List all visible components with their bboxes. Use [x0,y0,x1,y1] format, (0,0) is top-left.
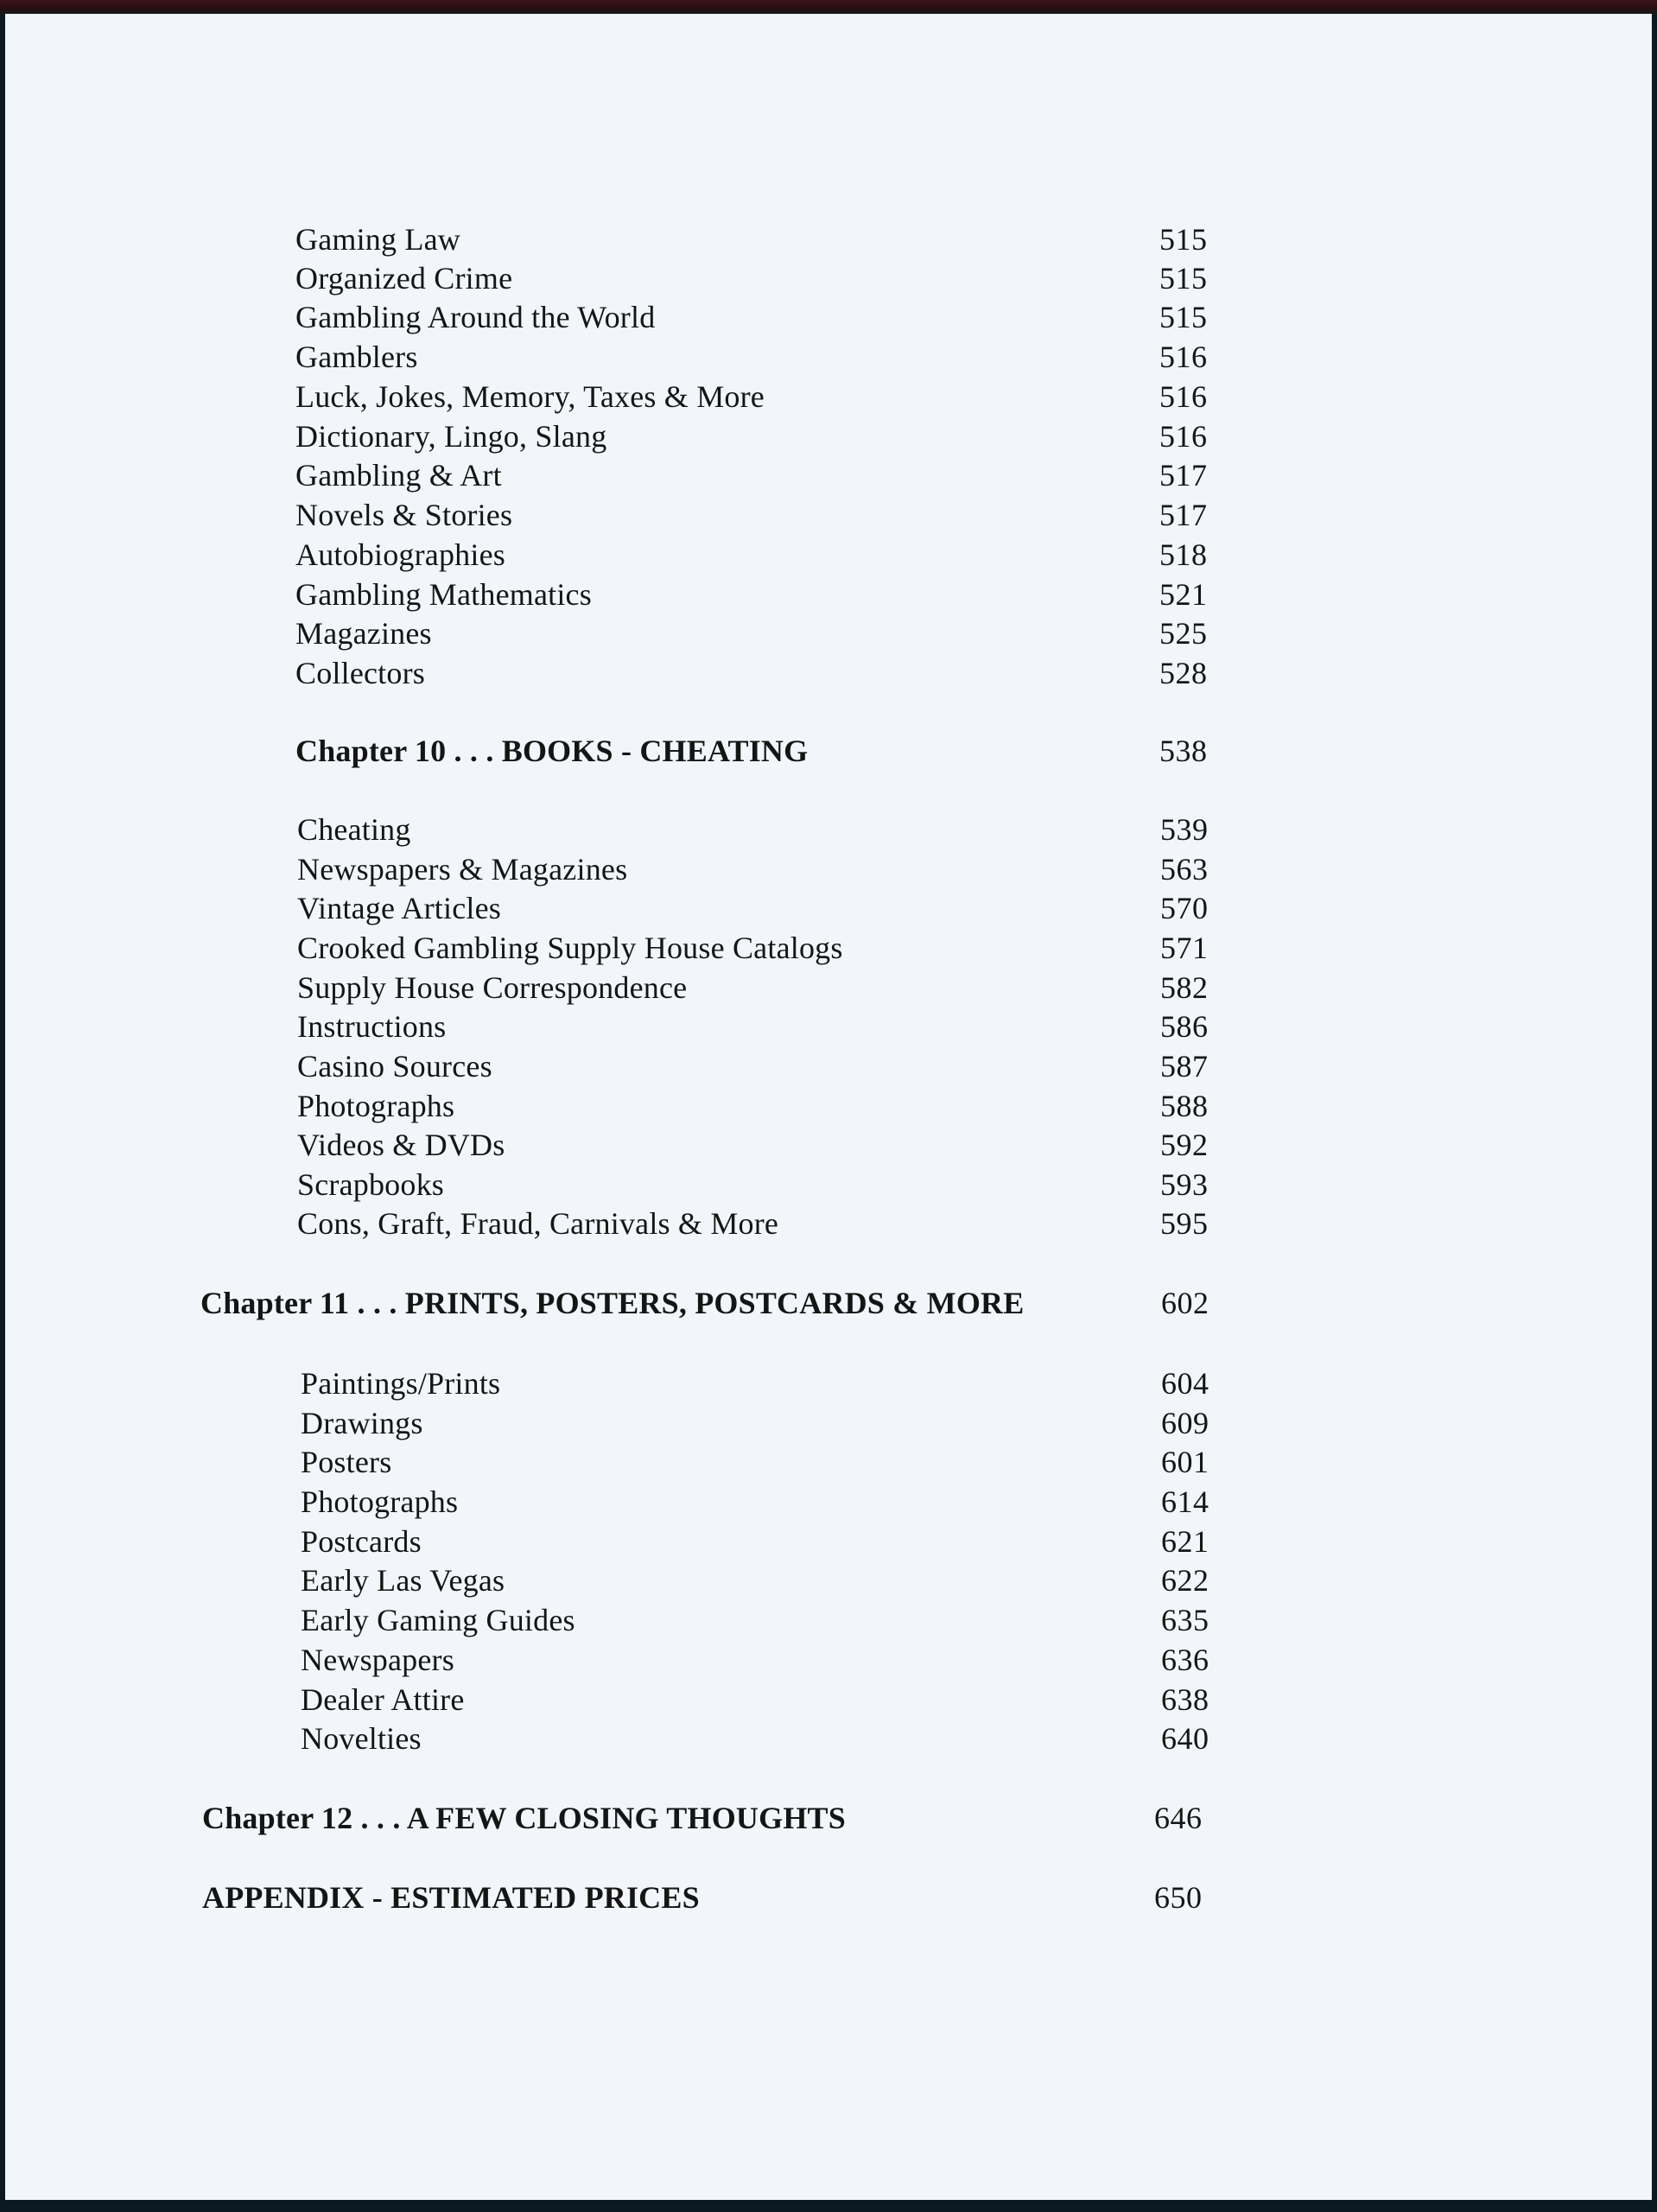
toc-entry-page: 586 [1160,1009,1209,1044]
toc-entry[interactable] [5,968,1652,1011]
toc-entry-page: 571 [1160,931,1209,965]
toc-entry-title: Organized Crime [295,261,513,296]
toc-entry-page: 592 [1160,1128,1209,1162]
toc-entry-page: 539 [1160,812,1209,847]
toc-entry-page: 570 [1160,891,1209,925]
toc-chapter-11[interactable] [5,1283,1652,1326]
toc-entry-title: Early Las Vegas [301,1563,505,1598]
toc-entry-page: 528 [1159,656,1208,690]
toc-entry-title: Gaming Law [295,222,460,257]
toc-entry[interactable] [5,888,1652,931]
toc-entry-page: 563 [1160,852,1209,887]
toc-entry-page: 517 [1159,498,1208,532]
toc-entry[interactable] [5,928,1652,971]
toc-entry-title: Cons, Graft, Fraud, Carnivals & More [297,1206,779,1241]
toc-entry[interactable] [5,1482,1652,1525]
toc-entry-title: Novels & Stories [295,498,513,532]
toc-entry-title: Crooked Gambling Supply House Catalogs [297,931,843,965]
toc-entry-page: 595 [1160,1206,1209,1241]
toc-entry[interactable] [5,1640,1652,1683]
toc-entry-page: 515 [1159,300,1208,334]
toc-entry[interactable] [5,1442,1652,1485]
toc-entry-page: 640 [1161,1721,1209,1756]
appendix-title: APPENDIX - ESTIMATED PRICES [202,1880,700,1915]
toc-entry-page: 516 [1159,379,1208,414]
toc-entry[interactable] [5,1680,1652,1723]
toc-entry-title: Autobiographies [295,537,505,572]
toc-entry-page: 614 [1161,1484,1209,1519]
toc-entry-title: Instructions [297,1009,447,1044]
toc-entry[interactable] [5,337,1652,380]
chapter-page: 602 [1161,1286,1209,1320]
toc-entry-title: Magazines [295,616,432,651]
chapter-page: 646 [1154,1801,1203,1835]
toc-entry-title: Gambling & Art [295,458,502,493]
toc-entry[interactable] [5,1204,1652,1247]
toc-entry[interactable] [5,1165,1652,1208]
toc-entry-title: Casino Sources [297,1049,492,1084]
toc-entry[interactable] [5,416,1652,460]
toc-page [5,14,1652,2200]
toc-entry[interactable] [5,613,1652,657]
toc-entry-page: 515 [1159,261,1208,296]
toc-entry[interactable] [5,1086,1652,1129]
toc-entry[interactable] [5,1046,1652,1090]
toc-entry[interactable] [5,1560,1652,1604]
toc-entry-title: Novelties [301,1721,422,1756]
toc-chapter-12[interactable] [5,1798,1652,1841]
toc-entry-title: Cheating [297,812,411,847]
toc-entry-title: Newspapers & Magazines [297,852,628,887]
toc-entry[interactable] [5,653,1652,696]
toc-entry[interactable] [5,495,1652,538]
toc-entry-title: Gambling Mathematics [295,577,592,612]
toc-entry[interactable] [5,219,1652,263]
toc-entry-title: Vintage Articles [297,891,501,925]
toc-entry-title: Paintings/Prints [301,1366,501,1401]
toc-entry-page: 525 [1159,616,1208,651]
toc-entry-page: 621 [1161,1524,1209,1559]
toc-entry-page: 516 [1159,419,1208,454]
toc-entry-page: 515 [1159,222,1208,257]
toc-entry[interactable] [5,1403,1652,1446]
toc-entry[interactable] [5,1007,1652,1050]
toc-entry[interactable] [5,849,1652,893]
toc-entry-page: 516 [1159,340,1208,374]
toc-entry-page: 517 [1159,458,1208,493]
toc-entry[interactable] [5,810,1652,853]
toc-entry-page: 604 [1161,1366,1209,1401]
toc-entry[interactable] [5,1719,1652,1762]
toc-entry-title: Dictionary, Lingo, Slang [295,419,607,454]
toc-entry-page: 521 [1159,577,1208,612]
toc-entry-title: Luck, Jokes, Memory, Taxes & More [295,379,765,414]
toc-entry-title: Posters [301,1445,392,1479]
toc-entry-title: Drawings [301,1406,423,1440]
toc-entry[interactable] [5,1522,1652,1565]
toc-entry-title: Newspapers [301,1643,454,1677]
toc-entry-title: Photographs [301,1484,459,1519]
chapter-page: 538 [1159,734,1208,768]
toc-entry-page: 609 [1161,1406,1209,1440]
toc-entry-page: 638 [1161,1682,1209,1717]
toc-appendix[interactable] [5,1878,1652,1921]
toc-entry-page: 622 [1161,1563,1209,1598]
toc-entry-page: 518 [1159,537,1208,572]
toc-entry-title: Videos & DVDs [297,1128,505,1162]
toc-entry[interactable] [5,1363,1652,1407]
toc-entry-title: Photographs [297,1089,455,1123]
toc-entry-page: 588 [1160,1089,1209,1123]
toc-entry[interactable] [5,258,1652,302]
chapter-title: Chapter 10 . . . BOOKS - CHEATING [295,734,809,768]
toc-entry-page: 636 [1161,1643,1209,1677]
toc-entry[interactable] [5,455,1652,499]
toc-entry[interactable] [5,1600,1652,1643]
toc-entry-title: Early Gaming Guides [301,1603,575,1637]
toc-chapter-10[interactable] [5,731,1652,774]
toc-entry-title: Collectors [295,656,425,690]
toc-entry-page: 582 [1160,970,1209,1005]
toc-entry-title: Supply House Correspondence [297,970,688,1005]
chapter-title: Chapter 11 . . . PRINTS, POSTERS, POSTCARDS & MORE [200,1286,1025,1320]
appendix-page: 650 [1154,1880,1203,1915]
toc-entry-title: Scrapbooks [297,1167,444,1202]
toc-entry[interactable] [5,297,1652,340]
chapter-title: Chapter 12 . . . A FEW CLOSING THOUGHTS [202,1801,846,1835]
toc-entry-page: 593 [1160,1167,1209,1202]
toc-entry[interactable] [5,377,1652,420]
toc-entry-page: 587 [1160,1049,1209,1084]
toc-entry-title: Postcards [301,1524,422,1559]
toc-entry[interactable] [5,535,1652,578]
toc-entry-title: Dealer Attire [301,1682,465,1717]
toc-entry-page: 635 [1161,1603,1209,1637]
toc-entry-page: 601 [1161,1445,1209,1479]
toc-entry-title: Gamblers [295,340,418,374]
toc-entry-title: Gambling Around the World [295,300,656,334]
toc-entry[interactable] [5,1125,1652,1168]
toc-entry[interactable] [5,575,1652,618]
